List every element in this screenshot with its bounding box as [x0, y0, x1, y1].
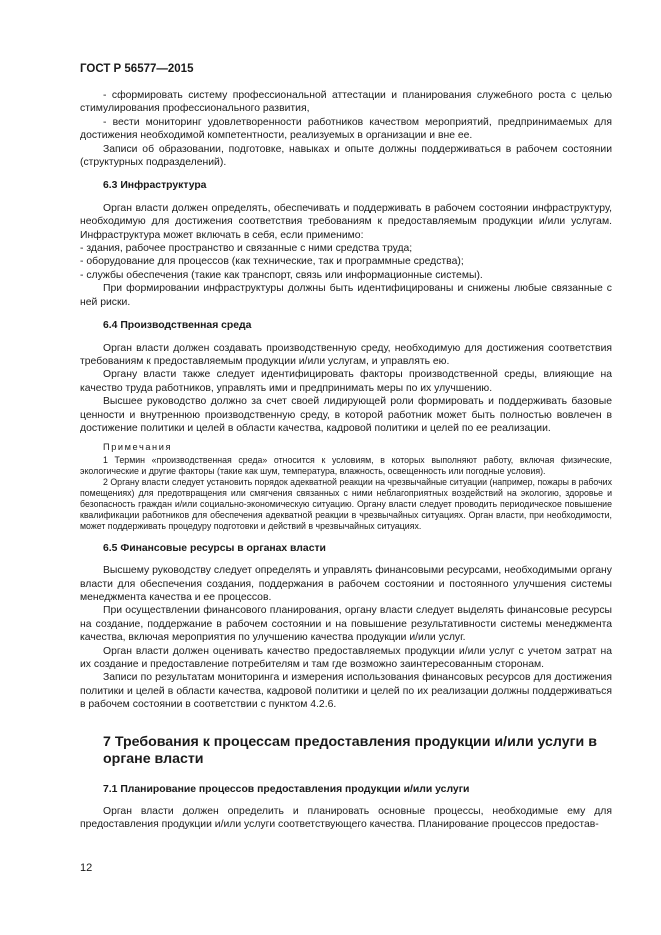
paragraph: Высшее руководство должно за счет своей лидирующей роли формировать и поддерживать базовые ценности и внутреннюю производственную среду, в которой работник может быть полностью вовлечен в достижение политики и целей в области качества, кадровой политики и целей по ее реализации. — [80, 396, 612, 434]
section-heading-6-3: 6.3 Инфраструктура — [103, 180, 207, 192]
paragraph: - вести мониторинг удовлетворенности работников качеством мероприятий, предпринимаемых для достижения необходимой компетентности, реализуемых в организации и вне ее. — [80, 116, 612, 142]
paragraph: Записи об образовании, подготовке, навыках и опыте должны поддерживаться в рабочем состоянии (структурных подразделений). — [80, 143, 612, 169]
paragraph: - сформировать систему профессиональной аттестации и планирования служебного роста с целью стимулирования профессионального развития, — [80, 90, 612, 115]
paragraph: Высшему руководству следует определять и управлять финансовыми ресурсами, необходимыми органу власти для обеспечения создания, поддержания в рабочем состоянии и постоянного улучшения системы менеджмента качества и ее процессов. — [80, 565, 612, 603]
paragraph: Записи по результатам мониторинга и измерения использования финансовых ресурсов для достижения политики и целей в области качества, кадровой политики и целей по их реализации должны поддерживаться в рабочем состоянии в соответствии с пунктом 4.2.6. — [80, 672, 612, 711]
section-heading-6-5: 6.5 Финансовые ресурсы в органах власти — [103, 542, 326, 554]
paragraph: Орган власти должен оценивать качество предоставляемых продукции и/или услуг с учетом затрат на их создание и предоставление потребителям и там где возможно заинтересованным сторонам. — [80, 645, 612, 670]
note: 2 Органу власти следует установить порядок адекватной реакции на чрезвычайные ситуации (например, пожары в рабочих помещениях) для предотвращения или смягчения связанных с ними неблагоприятных воздействий на экологию, здоровье и безопасность граждан и/или социально-экономическую ситуацию. Органу власти следует проводить периодическое повышение квалификации работников для обеспечения адекватной реакции в чрезвычайных ситуациях. Орган власти, при необходимости, может поддерживать процедуру подготовки и действий в чрезвычайных ситуациях. — [80, 476, 612, 531]
paragraph: При формировании инфраструктуры должны быть идентифицированы и снижены любые связанные с ней риски. — [80, 283, 612, 308]
paragraph: Орган власти должен определить и планировать основные процессы, необходимые ему для предоставления продукции и/или услуги соответствующего качества. Планирование процессов предостав- — [80, 806, 612, 831]
notes-heading: Примечания — [103, 442, 173, 453]
section-heading-6-4: 6.4 Производственная среда — [103, 320, 252, 332]
chapter-heading-7: 7 Требования к процессам предоставления продукции и/или услуги в органе власти — [103, 733, 597, 768]
paragraph: Орган власти должен определять, обеспечивать и поддерживать в рабочем состоянии инфраструктуру, необходимую для достижения соответствия требованиям к предоставляемым продукции и/или услугам. Инфраструктура может включать в себя, если применимо: — [80, 202, 612, 241]
page-content — [80, 89, 612, 832]
section-heading-7-1: 7.1 Планирование процессов предоставления продукции и/или услуги — [103, 783, 470, 795]
page-number: 12 — [80, 862, 93, 874]
list-item: - оборудование для процессов (как технические, так и программные средства); — [80, 256, 464, 268]
list-item: - службы обеспечения (такие как транспорт, связь или информационные системы). — [80, 269, 483, 281]
paragraph: Органу власти также следует идентифицировать факторы производственной среды, влияющие на качество труда работников, управлять ими и предпринимать меры по их улучшению. — [80, 369, 612, 394]
paragraph: При осуществлении финансового планирования, органу власти следует выделять финансовые ресурсы на создание, поддержание в рабочем состоянии и на повышение результативности системы менеджмента качества, включая мероприятия по улучшению качества продукции и/или услуг. — [80, 605, 612, 644]
document-header: ГОСТ Р 56577—2015 — [80, 63, 194, 75]
note: 1 Термин «производственная среда» относится к условиям, в которых выполняют работу, включая физические, экологические и другие факторы (такие как шум, температура, влажность, освещенность или погодные условия). — [80, 454, 612, 476]
paragraph: Орган власти должен создавать производственную среду, необходимую для достижения соответствия требованиям к предоставляемым продукции и/или услугам, и управлять ею. — [80, 342, 612, 367]
list-item: - здания, рабочее пространство и связанные с ними средства труда; — [80, 243, 413, 255]
